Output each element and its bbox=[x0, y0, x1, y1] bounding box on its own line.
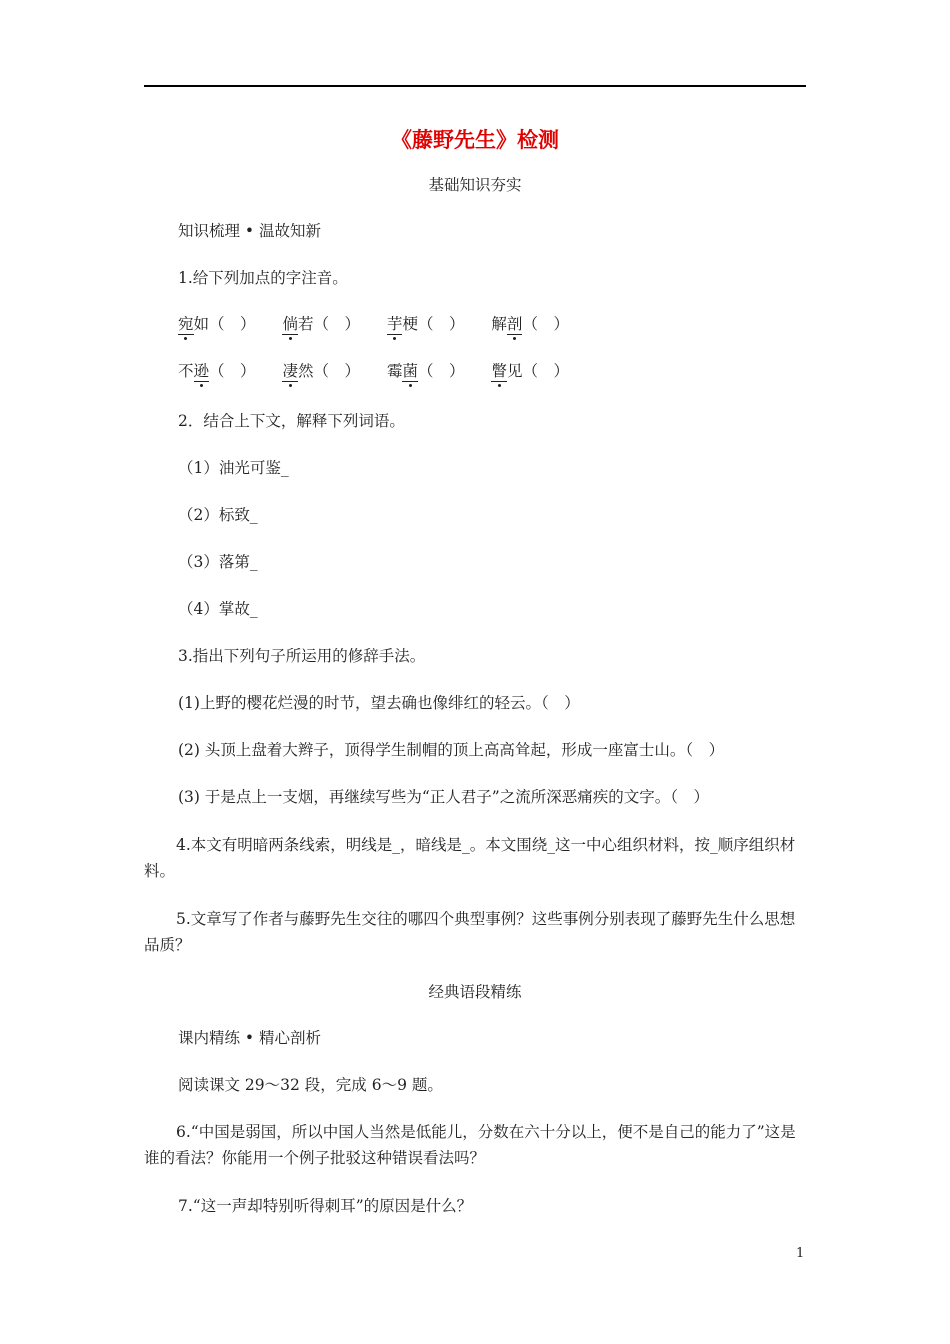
q2-item: （4）掌故_ bbox=[178, 600, 258, 618]
pinyin-item: 不逊（ ） bbox=[178, 362, 256, 380]
pinyin-item: 解剖（ ） bbox=[491, 315, 569, 333]
question-6: 6.“中国是弱国，所以中国人当然是低能儿，分数在六十分以上，便不是自己的能力了”这是谁的看法？你能用一个例子批驳这种错误看法吗？ bbox=[144, 1123, 796, 1167]
pinyin-item: 霉菌（ ） bbox=[386, 362, 465, 380]
pinyin-row-2 bbox=[178, 358, 591, 384]
doc-title: 《藤野先生》检测 bbox=[391, 127, 559, 152]
reading-instruction: 阅读课文 29～32 段，完成 6～9 题。 bbox=[178, 1076, 443, 1094]
section-heading-passage: 经典语段精练 bbox=[428, 983, 522, 1001]
question-7: 7.“这一声却特别听得刺耳”的原因是什么？ bbox=[178, 1197, 473, 1215]
q2-item: （2）标致_ bbox=[178, 506, 258, 524]
q2-item: （1）油光可鉴_ bbox=[178, 459, 289, 477]
pinyin-item: 倘若（ ） bbox=[282, 315, 360, 333]
question-3: 3.指出下列句子所运用的修辞手法。 bbox=[178, 647, 426, 665]
question-5: 5.文章写了作者与藤野先生交往的哪四个典型事例？这些事例分别表现了藤野先生什么思想品质？ bbox=[144, 910, 796, 954]
subheading-review: 知识梳理 • 温故知新 bbox=[178, 222, 321, 240]
section-heading-basic: 基础知识夯实 bbox=[428, 176, 522, 194]
pinyin-item: 凄然（ ） bbox=[282, 362, 361, 380]
question-4: 4.本文有明暗两条线索，明线是_，暗线是_。本文围绕_这一中心组织材料，按_顺序组织材料。 bbox=[144, 836, 796, 880]
question-2: 2．结合上下文，解释下列词语。 bbox=[178, 412, 405, 430]
q3-item: (2) 头顶上盘着大辫子，顶得学生制帽的顶上高高耸起，形成一座富士山。（ ） bbox=[178, 741, 725, 759]
pinyin-row-1 bbox=[178, 311, 591, 337]
pinyin-item: 宛如（ ） bbox=[178, 315, 256, 333]
q2-item: （3）落第_ bbox=[178, 553, 258, 571]
page-number: 1 bbox=[796, 1246, 805, 1261]
question-1: 1.给下列加点的字注音。 bbox=[178, 269, 348, 287]
header-rule bbox=[144, 85, 806, 87]
pinyin-item: 芋梗（ ） bbox=[386, 315, 465, 333]
q3-item: (1)上野的樱花烂漫的时节，望去确也像绯红的轻云。（ ） bbox=[178, 694, 580, 712]
subheading-analysis: 课内精练 • 精心剖析 bbox=[178, 1029, 321, 1047]
pinyin-item: 瞥见（ ） bbox=[491, 362, 569, 380]
q3-item: (3) 于是点上一支烟，再继续写些为“正人君子”之流所深恶痛疾的文字。（ ） bbox=[178, 788, 709, 806]
